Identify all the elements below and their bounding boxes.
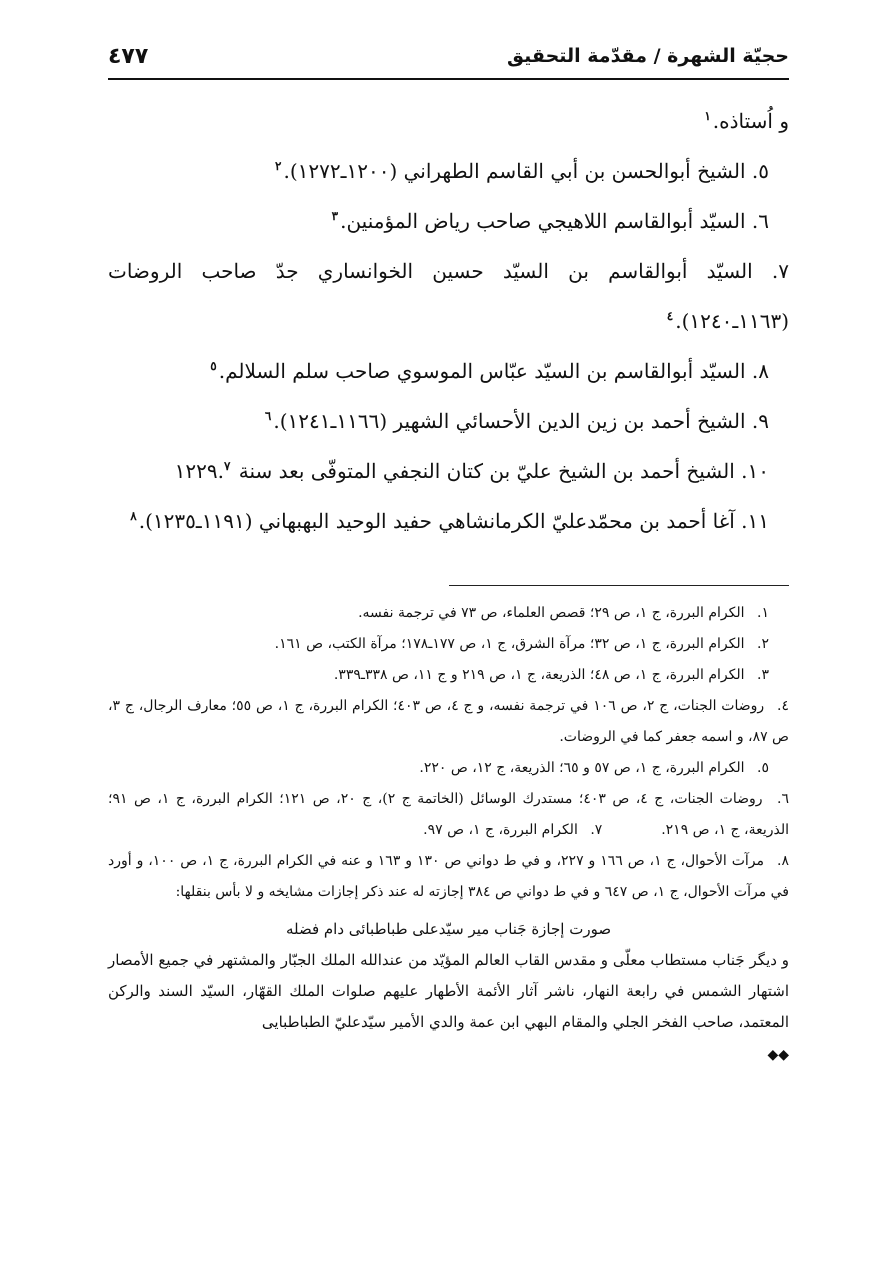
footnote-1: [108, 598, 789, 629]
footnote-number: ٤.: [777, 698, 789, 714]
footnote-8: [108, 846, 789, 908]
footnote-number: ٥.: [757, 760, 769, 776]
main-text: [108, 96, 789, 546]
footnote-5: [108, 753, 789, 784]
teacher-entry: [108, 196, 789, 246]
teacher-entry: [108, 396, 789, 446]
entry-text: ٧. السيّد أبوالقاسم بن السيّد حسين الخوانساري جدّ صاحب الروضات (١١٦٣ـ١٢٤٠).: [108, 259, 789, 333]
intro-line: [108, 96, 789, 146]
footnote-4: [108, 691, 789, 753]
footnote-separator: [449, 585, 789, 586]
footnote-ref: ٣: [331, 209, 339, 224]
footnote-number: ٣.: [757, 667, 769, 683]
footnote-ref: ١: [704, 109, 711, 124]
footnote-ref: ٥: [210, 359, 217, 374]
running-header: [108, 40, 789, 72]
footnote-number: ١.: [757, 605, 769, 621]
teacher-entry: [108, 346, 789, 396]
footnote-number: ٦.: [777, 791, 790, 807]
page-number: ٤٧٧: [108, 43, 149, 69]
footnote-text: الكرام البررة، ج ١، ص ٩٧.: [423, 822, 578, 838]
teacher-entry: [108, 446, 789, 496]
teacher-entry: [108, 246, 789, 346]
quoted-document-body: و ديگر جَناب مستطاب معلّى و مقدس القاب العالم المؤيّد من عندالله الملك الجبّار والمشتهر في جميع الأمصار اشتهار الشمس في رابعة النهار، ناشر آثار الأئمة الأطهار عليهم صلوات الملك القهّار، السيّد السند والركن المعتمد، صاحب الفخر الجلي والمقام البهي ابن عمة والدي الأمير سيّدعليّ الطباطبايى: [108, 951, 789, 1031]
footnote-ref: ٢: [275, 159, 282, 174]
running-title: حجيّة الشهرة / مقدّمة التحقيق: [507, 45, 789, 67]
teacher-entry: [108, 146, 789, 196]
entry-text: ٦. السيّد أبوالقاسم اللاهيجي صاحب رياض المؤمنين.: [340, 209, 769, 233]
footnote-text: الكرام البررة، ج ١، ص ٣٢؛ مرآة الشرق، ج ١، ص ١٧٧ـ١٧٨؛ مرآة الكتب، ص ١٦١.: [274, 636, 745, 652]
footnotes: [108, 598, 789, 1071]
footnote-text: روضات الجنات، ج ٤، ص ٤٠٣؛ مستدرك الوسائل (الخاتمة ج ٢)، ج ٢٠، ص ١٢١؛ الكرام البررة، ج ١، ص ٩١؛ الذريعة، ج ١، ص ٢١٩.: [108, 791, 789, 838]
footnote-number: ٢.: [757, 636, 769, 652]
footnote-ref: ٨: [130, 509, 137, 524]
entry-text: ٨. السيّد أبوالقاسم بن السيّد عبّاس الموسوي صاحب سلم السلالم.: [218, 359, 769, 383]
footnote-text: الكرام البررة، ج ١، ص ٤٨؛ الذريعة، ج ١، ص ٢١٩ و ج ١١، ص ٣٣٨ـ٣٣٩.: [333, 667, 745, 683]
footnote-ref: ٧: [223, 459, 231, 474]
entry-text: ١٠. الشيخ أحمد بن الشيخ عليّ بن كتان النجفي المتوفّى بعد سنة ١٢٢٩.: [174, 459, 769, 483]
header-rule: [108, 78, 789, 80]
footnote-number: ٧.: [590, 822, 603, 838]
entry-text: ٥. الشيخ أبوالحسن بن أبي القاسم الطهراني (١٢٠٠ـ١٢٧٢).: [283, 159, 769, 183]
footnote-text: الكرام البررة، ج ١، ص ٢٩؛ قصص العلماء، ص ٧٣ في ترجمة نفسه.: [358, 605, 745, 621]
footnote-ref: ٤: [666, 309, 674, 324]
footnote-6: [108, 784, 789, 846]
quoted-document-title: صورت إجازة جَناب مير سيّدعلى طباطبائى دام فضله: [285, 920, 612, 938]
continuation-mark: ◆◆: [767, 1047, 789, 1063]
footnote-2: [108, 629, 789, 660]
footnote-3: [108, 660, 789, 691]
footnote-ref: ٦: [264, 409, 272, 424]
footnote-text: الكرام البررة، ج ١، ص ٥٧ و ٦٥؛ الذريعة، ج ١٢، ص ٢٢٠.: [419, 760, 745, 776]
entry-text: ٩. الشيخ أحمد بن زين الدين الأحسائي الشهير (١١٦٦ـ١٢٤١).: [273, 409, 769, 433]
intro-text: و اُستاذه.: [712, 109, 789, 133]
teacher-entry: [108, 496, 789, 546]
entry-text: ١١. آغا أحمد بن محمّدعليّ الكرمانشاهي حفيد الوحيد البهبهاني (١١٩١ـ١٢٣٥).: [138, 509, 769, 533]
footnote-text: روضات الجنات، ج ٢، ص ١٠٦ في ترجمة نفسه، و ج ٤، ص ٤٠٣؛ الكرام البررة، ج ١، ص ٥٥؛ معارف الرجال، ج ٣، ص ٨٧، و اسمه جعفر كما في الروضات.: [108, 698, 789, 745]
footnote-text: مرآت الأحوال، ج ١، ص ١٦٦ و ٢٢٧، و في ط دواني ص ١٣٠ و ١٦٣ و عنه في الكرام البررة، ج ١، ص ١٠٠، و أورد في مرآت الأحوال، ج ١، ص ٦٤٧ و في ط دواني ص ٣٨٤ إجازته له عند ذكر إجازات مشايخه و لا بأس بنقلها:: [108, 853, 789, 900]
footnote-number: ٨.: [777, 853, 789, 869]
